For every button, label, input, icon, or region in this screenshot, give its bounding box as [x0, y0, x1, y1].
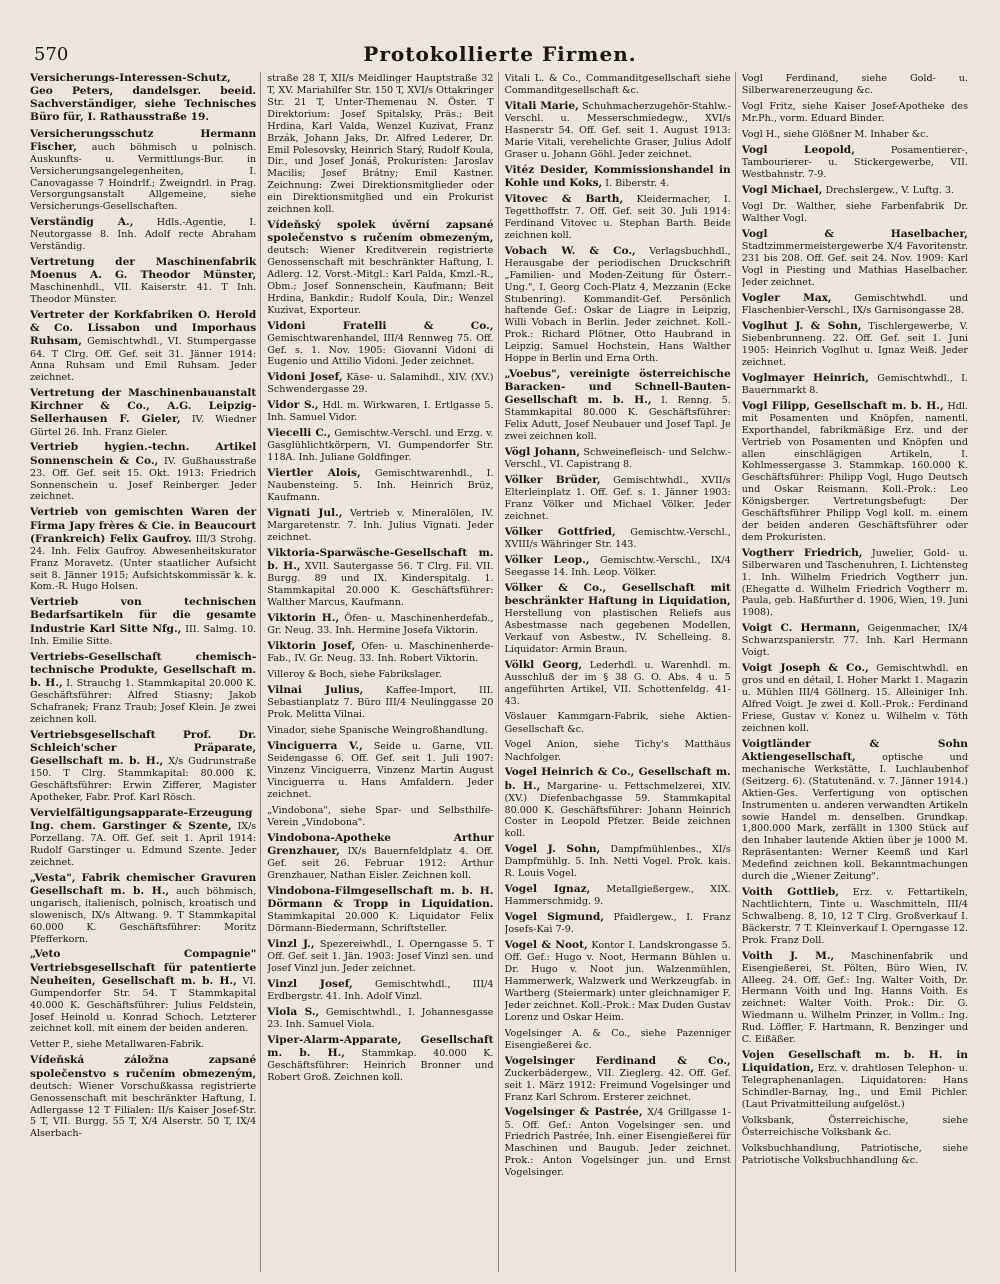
entry-name: Vidoni Fratelli & Co., — [267, 319, 494, 332]
directory-entry — [505, 1055, 731, 1104]
entry-name: Vitéz Desider, Kommissionshandel in Kohle und Koks, — [504, 163, 731, 189]
page-header — [30, 38, 970, 70]
entry-body: Maschinenhdl., VII. Kaiserstr. 41. T Inh. Theodor Münster. — [30, 282, 257, 306]
entry-name: Vertrieb von technischen Bedarfsartikeln für die gesamte Industrie Karl Sitte Nfg., — [30, 596, 257, 635]
column-1 — [30, 72, 261, 1272]
entry-body: Pfaidlergew., I. Franz Josefs-Kai 7-9. — [504, 912, 731, 936]
entry-body: Gemischtw.-Verschl., IX/4 Seegasse 14. Inh. Leop. Völker. — [504, 554, 731, 578]
entry-name: Viper-Alarm-Apparate, Gesellschaft m. b. H., — [267, 1033, 494, 1059]
entry-body: Herstellung von plastischen Reliefs aus Asbestmasse nach gegebenen Modellen, Verkauf von Asbestw., IV. Schelleing. 8. Liquidator: Armin Braun. — [504, 608, 731, 655]
directory-entry — [267, 885, 493, 935]
entry-name: Versicherungsschutz Hermann Fischer, — [30, 127, 257, 153]
directory-entry — [505, 710, 731, 735]
entry-name: Vogl Leopold, — [741, 144, 855, 157]
entry-body: Verlagsbuchhdl., Herausgabe der periodischen Druckschrift „Familien- und Moden-Zeitung für Österr.-Ung.", I. Georg Coch-Platz 4, Mezzanin (Ecke Stubenring). Kommandit-Gef. Persönlich haftende Gef.: Oskar de Liagre in Leipzig, Willi Vobach in Berlin. Jeder zeichnet. Koll.-Prok.: Richard Plötner, Otto Haubrand in Leipzig. Samuel Hochstein, Hans Walther Hoppe in Berlin und Erna Orth. — [504, 245, 731, 364]
entry-body: Margarine- u. Fettschmelzerei, XIV. (XV.) Diefenbachgasse 59. Stammkapital 80.000 K. Geschäftsführer: Johann Heinrich Coster in Leopold Pfetzer. Beide zeichnen koll. — [504, 780, 731, 840]
entry-name: Vinzl Josef, — [267, 977, 353, 990]
entry-name: Voigtländer & Sohn Aktiengesellschaft, — [741, 737, 968, 763]
entry-body: Tischlergewerbe, V. Siebenbrunneng. 22. Off. Gef. seit 1. Juni 1905: Heinrich Voglhut u. Ignaz Weiß. Jeder zeichnet. — [741, 320, 968, 368]
entry-body: auch böhmisch, ungarisch, italienisch, polnisch, kroatisch und slowenisch, IX/s Altwang. 9. T Stammkapital 60.000 K. Geschäftsführer: Moritz Pfefferkorn. — [30, 885, 257, 945]
directory-entry — [267, 507, 493, 544]
entry-body: Kaffee-Import, III. Sebastianplatz 7. Büro III/4 Neulinggasse 20 Prok. Melitta Vilnai. — [267, 685, 494, 721]
entry-body: Kontor I. Landskrongasse 5. Off. Gef.: Hugo v. Noot, Hermann Bühlen u. Dr. Hugo v. Noot jun. Walzenmühlen, Hammerwerk, Walzwerk und Werkzeugfab. in Wartberg (Steiermark) unter gleichnamiger F. Jeder zeichnet. Koll.-Prok.: Max Duden Gustav Lorenz und Oskar Heim. — [504, 940, 731, 1023]
entry-name: Völker Leop., — [504, 553, 590, 566]
entry-name: Völker Brüder, — [504, 473, 601, 486]
entry-body: Gemischtwhdl. und Flaschenbier-Verschl., IX/s Garnisongasse 28. — [741, 292, 968, 317]
directory-entry — [267, 547, 493, 609]
directory-entry — [505, 245, 731, 365]
directory-entry — [505, 368, 731, 443]
entry-body: X/4 Grillgasse 1-5. Off. Gef.: Anton Vogelsinger sen. und Friedrich Pastrée, Inh. einer Eisengießerei für Maschinen und Baugub. Jeder zeichnet. Prok.: Anton Vogelsinger jun. und Ernst Vogelsinger. — [504, 1107, 731, 1179]
entry-name: Vogel & Noot, — [504, 939, 588, 952]
entry-name: Vertretung der Maschinenfabrik Moenus A. G. Theodor Münster, — [30, 256, 257, 282]
entry-name: Viecelli C., — [267, 427, 331, 440]
directory-entry — [30, 216, 256, 253]
entry-body: I. Strauchg 1. Stammkapital 20.000 K. Geschäftsführer: Alfred Stiasny; Jakob Schafranek; Franz Traub; Josef Klein. Je zwei zeichnen koll. — [30, 677, 257, 725]
entry-body: Schuhmacherzugehör-Stahlw.-Verschl. u. Messerschmiedegw., XVI/s Hasnerstr 54. Off. Gef. seit 1. August 1913: Marie Vitali, verehelichte Graser, Julius Adolf Graser u. Johann Göhl. Jeder zeichnet. — [504, 101, 731, 160]
directory-entry — [742, 144, 968, 181]
entry-body: Gemischtw.-Verschl. und Erzg. v. Gasglühlichtkörpern, VI. Gumpendorfer Str. 118A. Inh. Juliane Goldfinger. — [267, 428, 494, 464]
entry-body: auch böhmisch u polnisch. Auskunfts- u. Vermittlungs-Bur. in Versicherungsangelegenheiten, I. Canovagasse 7 Hoindrlf.; Zweigndrl. in Prag. Versorgungsanstalt Allgemeine, siehe Versicherungs-Gesellschaften. — [30, 141, 257, 213]
entry-body: Volksbank, Österreichische, siehe Österreichische Volksbank &c. — [741, 1114, 968, 1138]
entry-name: Vídeňský spolek úvěrní zapsané společenstvo s ručením obmezeným, — [267, 218, 494, 245]
directory-entry — [505, 939, 731, 1023]
directory-entry — [742, 228, 968, 289]
directory-entry — [505, 911, 731, 936]
entry-name: Vindobona-Apotheke Arthur Grenzhauer, — [267, 831, 494, 857]
entry-name: Vitali Marie, — [504, 100, 579, 113]
entry-body: Zuckerbädergew., VII. Zieglerg. 42. Off. Gef. seit 1. März 1912: Freimund Vogelsinger und Franz Karl Schrom. Ersterer zeichnet. — [504, 1067, 731, 1103]
entry-name: Voith Gottlieb, — [741, 885, 839, 898]
entry-name: Vertrieb hygien.-techn. Artikel Sonnenschein & Co., — [30, 441, 257, 467]
directory-entry — [742, 547, 968, 620]
directory-entry — [742, 184, 968, 197]
entry-body: Erz. v. Fettartikeln, Nachtlichtern, Tinte u. Waschmitteln, III/4 Schwalbeng. 8, 10, 12 T Clrg. Großverkauf I. Bäckerstr. 7 T. Kleinverkauf I. Operngasse 12. Prok. Franz Doll. — [741, 886, 968, 946]
directory-entry — [267, 668, 493, 681]
entry-body: Gemischtwhdl., III/4 Erdbergstr. 41. Inh. Adolf Vinzl. — [267, 978, 494, 1002]
directory-entry — [267, 1034, 493, 1084]
entry-body: Spezereiwhdl., I. Operngasse 5. T Off. Gef. seit 1. Jän. 1903: Josef Vinzl sen. und Josef Vinzl jun. Jeder zeichnet. — [267, 938, 494, 974]
directory-entry — [267, 72, 493, 216]
entry-name: Viktoria-Sparwäsche-Gesellschaft m. b. H., — [267, 547, 494, 573]
entry-name: Vobach W. & Co., — [504, 244, 636, 257]
entry-name: Voglmayer Heinrich, — [741, 371, 869, 384]
entry-body: I. Renng. 5. Stammkapital 80.000 K. Geschäftsführer: Felix Adutt, Josef Neubauer und Josef Tapl. Je zwei zeichnen koll. — [504, 395, 731, 443]
entry-name: Vertrieb von gemischten Waren der Firma Japy frères & Cie. in Beaucourt (Frankreich) Felix Gaufroy. — [30, 506, 257, 545]
directory-entry — [505, 72, 731, 97]
directory-entry — [742, 320, 968, 369]
entry-body: Kleidermacher, I. Tegetthoffstr. 7. Off. Gef. seit 30. Juli 1914: Ferdinand Vitovec u. Stephan Barth. Beide zeichnen koll. — [504, 193, 731, 241]
entry-name: Vogler Max, — [741, 291, 832, 304]
entry-body: Käse- u. Salamihdl., XIV. (XV.) Schwendergasse 29. — [267, 372, 494, 396]
entry-name: „Vesta", Fabrik chemischer Gravuren Gesellschaft m. b. H., — [30, 871, 257, 897]
column-4 — [742, 72, 972, 1272]
entry-name: Völker Gottfried, — [504, 525, 616, 538]
entry-name: Vogl & Haselbacher, — [741, 228, 968, 241]
entry-name: Vídeňská záložna zapsané společenstvo s ručením obmezeným, — [30, 1054, 257, 1080]
entry-name: Vilnai Julius, — [267, 684, 364, 697]
entry-name: „Voebus", vereinigte österreichische Baracken- und Schnell-Bauten-Gesellschaft m. b. H., — [504, 367, 731, 407]
entry-body: Schweinefleisch- und Selchw.-Verschl., VI. Capistrang 8. — [504, 446, 731, 471]
entry-name: Vidor S., — [267, 399, 319, 412]
entry-name: Viola S., — [267, 1005, 320, 1018]
directory-entry — [742, 200, 968, 225]
entry-body: optische und mechanische Werkstätte, I. Luchlaubenhof (Seitzerg. 6). (Statutenänd. v. 7. Jänner 1914.) Aktien-Ges. Verfertigung von optischen Instrumenten u. anderen verwandten Artikeln sowie Handel m. denselben. Grundkap. 1,800.000 Mark, zerfällt in 1300 Stück auf den Inhaber lautende Aktien über je 1000 M. Repräsentanten: Werner Keemß und Karl Medefind zeichnen koll. Bekanntmachungen durch die „Wiener Zeitung". — [741, 751, 968, 882]
entry-name: Völkl Georg, — [504, 658, 583, 671]
directory-entry — [30, 128, 256, 214]
directory-entry — [30, 729, 256, 804]
entry-name: Vignati Jul., — [267, 507, 343, 520]
entry-name: Voith J. M., — [741, 949, 835, 962]
page-title: Protokollierte Firmen. — [363, 42, 637, 66]
directory-entry — [742, 886, 968, 947]
directory-entry — [505, 738, 731, 763]
entry-body: III. Salmg. 10. Inh. Emilie Sitte. — [30, 623, 257, 647]
directory-entry — [742, 72, 968, 97]
entry-name: Voigt Joseph & Co., — [741, 662, 869, 675]
directory-entry — [505, 526, 731, 551]
directory-entry — [505, 100, 731, 161]
entry-body: IX/s Porzellang. 7A. Off. Gef. seit 1. April 1914: Rudolf Garstinger u. Edmund Szente. Jeder zeichnet. — [30, 820, 257, 868]
entry-body: Vogl Ferdinand, siehe Gold- u. Silberwarenerzeugung &c. — [741, 73, 968, 97]
directory-entry — [30, 72, 256, 125]
entry-name: Vogel Ignaz, — [504, 883, 591, 896]
entry-name: Verständig A., — [30, 216, 134, 229]
directory-entry — [30, 256, 256, 306]
entry-body: Vogel Anion, siehe Tichy's Matthäus Nachfolger. — [504, 739, 731, 763]
directory-entry — [742, 662, 968, 735]
directory-entry — [505, 582, 731, 656]
directory-entry — [30, 872, 256, 946]
entry-body: Stammkapital 20.000 K. Liquidator Felix Dörmann-Biedermann, Schriftsteller. — [267, 911, 494, 935]
directory-entry — [505, 766, 731, 840]
entry-name: Vogl Michael, — [741, 184, 823, 197]
entry-body: Gemischtwhdl., XVII/s Elterleinplatz 1. Off. Gef. s. 1. Jänner 1903: Franz Völker und Michael Völker. Jeder zeichnet. — [504, 474, 731, 522]
directory-entry — [30, 807, 256, 869]
directory-entry — [267, 938, 493, 975]
directory-entry — [505, 883, 731, 908]
entry-body: Gemischtw.-Verschl., XVIII/s Währinger Str. 143. — [504, 526, 731, 550]
directory-entry — [742, 372, 968, 397]
entry-name: Versicherungs-Interessen-Schutz, Geo Peters, dandelsger. beeid. Sachverständiger, siehe Technisches Büro für, I. Rathausstraße 19. — [30, 72, 257, 124]
entry-name: Vinciguerra V., — [267, 740, 363, 753]
entry-body: Villeroy & Boch, siehe Fabrikslager. — [267, 669, 442, 681]
entry-body: „Vindobona", siehe Spar- und Selbsthilfe-Verein „Vindobona". — [267, 804, 494, 828]
entry-body: Geigenmacher, IX/4 Schwarzspanierstr. 77. Inh. Karl Hermann Voigt. — [741, 623, 968, 659]
entry-name: Voigt C. Hermann, — [741, 622, 861, 635]
entry-name: Viertler Alois, — [267, 467, 361, 480]
directory-entry — [505, 659, 731, 708]
entry-body: Maschinenfabrik und Eisengießerei, St. Pölten, Büro Wien, IV. Alleeg. 24. Off. Gef.: Ing. Walter Voith, Dr. Hermann Voith und Ing. Hanns Voith. Es zeichnet: Walter Voith. Prok.: Dir. G. Wiedmann u. Wilhelm Prinzer, in Vollm.: Ing. Rud. Löffler, F. Hartmann, R. Benzinger und C. Eißäßer. — [741, 950, 968, 1046]
entry-body: Stammkap. 40.000 K. Geschäftsführer: Heinrich Bronner und Robert Groß. Zeichnen koll. — [267, 1048, 494, 1084]
directory-entry — [267, 427, 493, 464]
entry-body: Lederhdl. u. Warenhdl. m. Ausschluß der im § 38 G. O. Abs. 4 u. 5 angeführten Artikel, VII. Schottenfeldg. 41-43. — [504, 659, 731, 707]
entry-body: Gemischtwhdl., I. Bauernmarkt 8. — [741, 372, 968, 396]
column-3 — [505, 72, 736, 1272]
entry-body: deutsch: Wiener Vorschußkassa registrierte Genossenschaft mit beschränkter Haftung, I. Adlergasse 12 T Filialen: II/s Kaiser Josef-Str. 5 T, VII. Burgg. 55 T, X/4 Alserstr. 50 T, IX/4 Alserbach- — [30, 1080, 257, 1140]
entry-body: Hdl. m. Wirkwaren, I. Ertlgasse 5. Inh. Samuel Vidor. — [267, 400, 494, 424]
entry-body: straße 28 T, XII/s Meidlinger Hauptstraße 32 T, XV. Mariahilfer Str. 150 T, XVI/s Ottakringer Str. 21 T, Unter-Themenau N. Öster. T Direktorium: Josef Spitalsky, Präs.; Beit Hrdina, Karl Valda, Wenzel Kuzivat, Franz Brzák, Johann Jaks, Dr. Alfred Lederer, Dr. Emil Polesovsky, Heinrich Starý, Rudolf Koula, Dir., und Josef Jonáš, Prokuristen: Jaroslav Macilis; Josef Brátny; Emil Kastner. Zeichnung: Zwei Direktionsmitglieder oder ein Direktionsmitglied und ein Prokurist zeichnen koll. — [267, 73, 494, 216]
entry-body: IV. Gußhausstraße 23. Off. Gef. seit 15. Okt. 1913: Friedrich Sonnenschein u. Josef Reinberger. Jeder zeichnet. — [30, 455, 257, 503]
entry-name: Vogel Sigmund, — [504, 911, 604, 924]
entry-body: Hdl. mit Posamenten und Knöpfen, namentl. Exporthandel, fabrikmäßige Erz. und der Vertrieb von Posamenten und Knöpfen und allen einschlägigen Artikeln, I. Kohlmessergasse 3. Stammkap. 160.000 K. Geschäftsführer: Philipp Vogl, Hugo Deutsch und Oskar Reismann. Koll.-Prok.: Leo Königsberger. Vertretungsbefugt: Der Geschäftsführer Philipp Vogl koll. m. einem der beiden anderen Geschäftsführer oder dem Prokuristen. — [741, 400, 968, 543]
entry-body: Erz. v. drahtlosen Telephon- u. Telegraphenanlagen. Liquidatoren: Hans Schindler-Barnay, Ing., und Emil Pichler. (Laut Privatmitteilung aufgelöst.) — [741, 1063, 968, 1110]
entry-body: Ofen- u. Maschinenherde-Fab., IV. Gr. Neug. 33. Inh. Robert Viktorin. — [267, 641, 494, 665]
entry-name: Vidoni Josef, — [267, 371, 343, 384]
column-2 — [267, 72, 498, 1272]
directory-entry — [742, 292, 968, 317]
entry-body: Gemischtwhdl., I. Johannesgasse 23. Inh. Samuel Viola. — [267, 1006, 494, 1030]
directory-entry — [742, 622, 968, 659]
entry-body: Öfen- u. Maschinenherdefab., Gr. Neug. 33. Inh. Hermine Josefa Viktorin. — [267, 612, 494, 637]
directory-entry — [30, 441, 256, 503]
directory-entry — [742, 400, 968, 544]
entry-body: Gemischtwhdl., VI. Stumpergasse 64. T Clrg. Off. Gef. seit 31. Jänner 1914: Anna Ruhsam und Emil Ruhsam. Jeder zeichnet. — [30, 336, 257, 384]
directory-entry — [267, 320, 493, 369]
directory-entry — [30, 1054, 256, 1140]
entry-body: Posamentierer-, Tambourierer- u. Stickergewerbe, VII. Westbahnstr. 7-9. — [741, 145, 968, 181]
entry-body: X/s Gudrunstraße 150. T Clrg. Stammkapital: 80.000 K. Geschäftsführer: Erwin Zifferer, Magister Apotheker, Fabr. Prof. Karl Rösch. — [30, 755, 257, 803]
entry-body: Vogl Dr. Walther, siehe Farbenfabrik Dr. Walther Vogl. — [741, 201, 968, 225]
entry-body: Dampfmühlenbes., XI/s Dampfmühlg. 5. Inh. Netti Vogel. Prok. kais. R. Louis Vogel. — [504, 844, 731, 880]
entry-body: Gemischtwarenhandel, III/4 Rennweg 75. Off. Gef. s. 1. Nov. 1905: Giovanni Vidoni di Eugenio und Attilio Vidoni. Jeder zeichnet. — [267, 332, 494, 368]
directory-entry — [30, 506, 256, 593]
entry-body: Vetter P., siehe Metallwaren-Fabrik. — [30, 1039, 205, 1051]
directory-entry — [505, 1027, 731, 1052]
directory-entry — [267, 219, 493, 317]
entry-body: Vinador, siehe Spanische Weingroßhandlung. — [267, 725, 488, 737]
entry-name: Vogel J. Sohn, — [504, 843, 601, 856]
directory-entry — [30, 651, 256, 726]
entry-name: Vojen Gesellschaft m. b. H. in Liquidation, — [741, 1048, 968, 1075]
directory-entry — [742, 1114, 968, 1139]
entry-body: XVII. Sautergasse 56. T Clrg. Fil. VII. Burgg. 89 und IX. Kinderspitalg. 1. Stammkapital 20.000 K. Geschäftsführer: Walther Marcus, Kaufmann. — [267, 561, 494, 609]
directory-entry — [30, 387, 256, 438]
entry-name: Vertreter der Korkfabriken O. Herold & Co. Lissabon und Imporhaus Ruhsam, — [30, 309, 257, 348]
directory-entry — [742, 1142, 968, 1167]
entry-name: Viktorin H., — [267, 611, 340, 624]
directory-entry — [267, 612, 493, 637]
directory-entry — [267, 467, 493, 504]
entry-body: Hdls.-Agentie, I. Neutorgasse 8. Inh. Adolf recte Abraham Verständig. — [30, 217, 257, 253]
entry-name: „Veto Compagnie" Vertriebsgesellschaft für patentierte Neuheiten, Gesellschaft m. b. H., — [30, 948, 257, 987]
directory-entry — [267, 1006, 493, 1031]
entry-name: Viktorin Josef, — [267, 640, 356, 652]
directory-entry — [742, 738, 968, 883]
entry-name: Vindobona-Filmgesellschaft m. b. H. Dörmann & Tropp in Liquidation. — [267, 884, 494, 911]
directory-entry — [505, 843, 731, 880]
entry-body: Vitali L. & Co., Commanditgesellschaft siehe Commanditgesellschaft &c. — [504, 73, 731, 97]
directory-entry — [30, 309, 256, 384]
directory-entry — [267, 724, 493, 737]
entry-body: Gemischtwhdl. en gros und en détail, I. Hoher Markt 1. Magazin u. Mühlen III/4 Göllnerg. 15. Alleiniger Inh. Alfred Voigt. Je zwei d. Koll.-Prok.: Ferdinand Friese, Gustav v. Konez u. Wilhelm v. Töth zeichnen koll. — [741, 663, 968, 734]
directory-entry — [267, 371, 493, 396]
entry-body: I. Biberstr. 4. — [605, 177, 670, 189]
directory-entry — [267, 684, 493, 721]
entry-body: Vogl H., siehe Glößner M. Inhaber &c. — [741, 129, 929, 141]
directory-entry — [267, 804, 493, 829]
directory-entry — [30, 948, 256, 1035]
entry-body: Seide u. Garne, VII. Seidengasse 6. Off. Gef. seit 1. Juli 1907: Vinzenz Vinciguerra, Vinzenz Martin August Vinciguerra u. Hans Amfaldern. Jeder zeichnet. — [267, 741, 494, 800]
entry-body: Metallgießergew., XIX. Hammerschmidg. 9. — [504, 884, 731, 908]
entry-name: Voglhut J. & Sohn, — [741, 319, 862, 332]
entry-name: Vogtherr Friedrich, — [741, 546, 863, 559]
directory-entry — [30, 596, 256, 647]
entry-name: Vertretung der Maschinenbauanstalt Kirchner & Co., A.G. Leipzig-Sellerhausen F. Gieler, — [30, 387, 257, 426]
directory-entry — [267, 740, 493, 801]
directory-entry — [505, 474, 731, 523]
entry-name: Vinzl J., — [267, 937, 315, 950]
entry-name: Vogelsinger Ferdinand & Co., — [504, 1054, 731, 1067]
directory-entry — [505, 1106, 731, 1179]
entry-columns — [30, 72, 972, 1272]
page-number: 570 — [34, 44, 69, 65]
entry-name: Vogel Heinrich & Co., Gesellschaft m. b. H., — [504, 766, 731, 792]
entry-body: Gemischtwarenhdl., I. Naubensteing. 5. Inh. Heinrich Brüz, Kaufmann. — [267, 468, 494, 504]
entry-body: Vogl Fritz, siehe Kaiser Josef-Apotheke des Mr.Ph., vorm. Eduard Binder. — [741, 101, 968, 125]
directory-entry — [267, 399, 493, 424]
directory-entry — [742, 100, 968, 125]
entry-name: Vogelsinger & Pastrée, — [504, 1106, 643, 1119]
entry-name: Völker & Co., Gesellschaft mit beschränkter Haftung in Liquidation, — [504, 581, 731, 607]
entry-body: Vogelsinger A. & Co., siehe Pazenniger Eisengießerei &c. — [504, 1027, 731, 1051]
entry-name: Vitovec & Barth, — [504, 192, 624, 205]
entry-body: Juwelier, Gold- u. Silberwaren und Taschenuhren, I. Lichtensteg 1. Inh. Wilhelm Friedrich Vogtherr jun. (Ehegatte d. Wilhelm Friedrich Vogtherr m. Paula, geb. Haßfurther d. 1906, Wien, 19. Juni 1908). — [741, 547, 968, 619]
directory-entry — [742, 1049, 968, 1111]
directory-entry — [742, 950, 968, 1046]
directory-entry — [267, 832, 493, 882]
directory-entry — [505, 554, 731, 579]
directory-entry — [267, 640, 493, 665]
entry-body: III/3 Strohg. 24. Inh. Felix Gaufroy. Abwesenheitskurator Franz Moravetz. (Unter staatlicher Aufsicht seit 8. Jänner 1915; Aufsichtskommissär k. k. Kom.-R. Hugo Holsen. — [30, 533, 257, 593]
entry-body: Vöslauer Kammgarn-Fabrik, siehe Aktien-Gesellschaft &c. — [504, 711, 731, 735]
entry-body: deutsch: Wiener Kreditverein registrierte Genossenschaft mit beschränkter Haftung, I. Adlerg. 12. Vorst.-Mitgl.: Karl Palda, Kmzl.-R., Obm.; Josef Sonnenschein, Kaufmann; Beit Hrdina, Bankdir.; Rudolf Koula, Dir.; Wenzel Kuzivat, Exporteur. — [267, 245, 494, 316]
directory-entry — [505, 164, 731, 190]
entry-name: Vögl Johann, — [504, 445, 581, 458]
entry-body: VI. Gumpendorfer Str. 54. T Stammkapital 40.000 K. Geschäftsführer: Julius Feldstein, Josef Heinold u. Konrad Schoch. Letzterer zeichnet koll. mit einem der beiden anderen. — [30, 975, 257, 1035]
entry-body: IX/s Bauernfeldplatz 4. Off. Gef. seit 26. Februar 1912: Arthur Grenzhauer, Nathan Eisler. Zeichnen koll. — [267, 846, 494, 882]
entry-body: Stadtzimmermeistergewerbe X/4 Favoritenstr. 231 bis 208. Off. Gef. seit 24. Nov. 1909: Karl Vogl in Piesting und Mathias Haselbacher. Jeder zeichnet. — [741, 241, 968, 288]
entry-body: Volksbuchhandlung, Patriotische, siehe Patriotische Volksbuchhandlung &c. — [741, 1142, 968, 1166]
directory-entry — [742, 128, 968, 141]
directory-entry — [267, 978, 493, 1003]
entry-body: IV. Wiedner Gürtel 26. Inh. Franz Gieler. — [30, 414, 257, 438]
entry-name: Vertriebsgesellschaft Prof. Dr. Schleich'scher Präparate, Gesellschaft m. b. H., — [30, 728, 257, 767]
entry-body: Vertrieb v. Mineralölen, IV. Margaretenstr. 7. Inh. Julius Vignati. Jeder zeichnet. — [267, 508, 494, 544]
directory-entry — [505, 446, 731, 471]
directory-entry — [505, 193, 731, 242]
entry-name: Vertriebs-Gesellschaft chemisch-technische Produkte, Gesellschaft m. b. H., — [30, 650, 257, 689]
entry-name: Vogl Filipp, Gesellschaft m. b. H., — [741, 399, 944, 412]
entry-name: Vervielfältigungsapparate-Erzeugung Ing. chem. Garstinger & Szente, — [30, 806, 253, 832]
entry-body: Drechslergew., V. Luftg. 3. — [825, 185, 954, 197]
directory-entry — [30, 1038, 256, 1051]
